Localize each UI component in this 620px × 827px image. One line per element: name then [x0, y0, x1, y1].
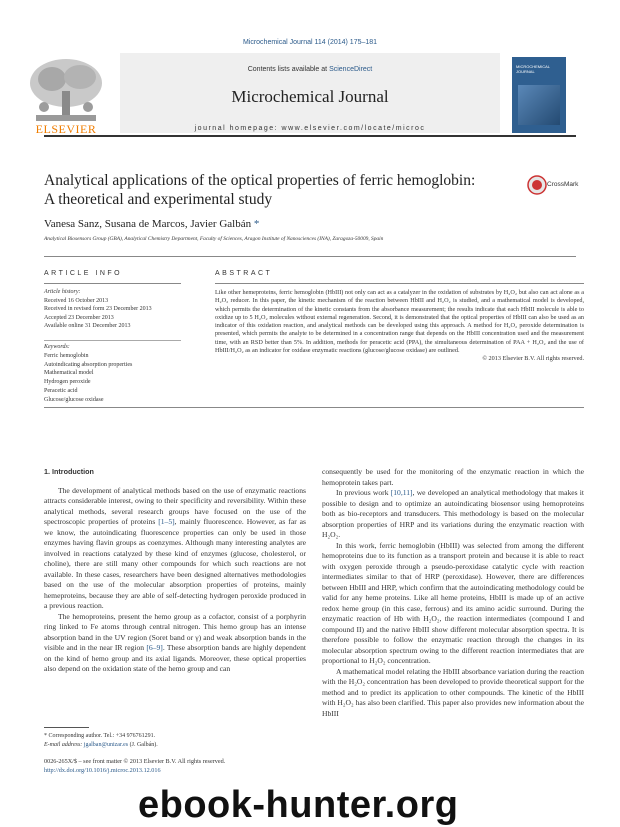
footnote [44, 732, 306, 749]
corresponding-author-mark[interactable]: * [253, 218, 260, 230]
article-title-line1: Analytical applications of the optical properties of ferric hemoglobin: [44, 172, 476, 189]
paragraph [322, 488, 584, 541]
affiliation: Analytical Biosensors Group (GBA), Analytical Chemistry Department, Faculty of Sciences, Aragon Institute of Nanosciences (INA), Zaragoza-50009, Spain [44, 236, 384, 242]
journal-cover-thumbnail [512, 57, 566, 133]
sciencedirect-link[interactable]: ScienceDirect [329, 66, 373, 73]
journal-citation[interactable]: Microchemical Journal 114 (2014) 175–181 [242, 39, 378, 46]
footnote-rule [44, 727, 89, 728]
history-heading: Article history: [44, 289, 81, 295]
paragraph [44, 486, 306, 612]
abstract-bottom-rule [44, 407, 584, 408]
paragraph-text: In previous work [336, 488, 391, 497]
cover-art [518, 85, 560, 125]
article-title [44, 171, 514, 209]
body-column-left [44, 467, 306, 675]
keyword-item: Glucose/glucose oxidase [44, 396, 104, 403]
history-item: Received 16 October 2013 [44, 297, 109, 304]
doi-link[interactable]: http://dx.doi.org/10.1016/j.microc.2013.12.016 [44, 766, 161, 774]
paragraph [44, 612, 306, 675]
contents-prefix: Contents lists available at [247, 66, 330, 73]
abstract-copyright: © 2013 Elsevier B.V. All rights reserved. [482, 355, 584, 363]
citation-link[interactable]: [1–5] [158, 517, 175, 526]
citation-link[interactable]: [6–9] [146, 643, 163, 652]
article-history [44, 288, 194, 331]
citation-link[interactable]: [10,11] [390, 488, 413, 497]
journal-homepage[interactable]: journal homepage: www.elsevier.com/locate/microc [194, 125, 426, 132]
paragraph: A mathematical model relating the HbIII absorbance variation during the reaction with the H₂O₂ concentration has been developed to provide theoretical support for the method and to predict its application to other compounds. The kinetic of the HbIII with H₂O₂ has also been clarified. This paper also provides new information about the HbIII [322, 666, 584, 718]
article-info-label: ARTICLE INFO [44, 270, 123, 277]
authors-names: Vanesa Sanz, Susana de Marcos, Javier Galbán [44, 218, 252, 230]
keywords-list [44, 343, 194, 405]
email-link[interactable]: jgalban@unizar.es [83, 741, 129, 748]
paragraph-text: , we developed an analytical methodology that makes it possible to design and to optimize an autoindicating biosensor using hemoproteins both as bio-receptors and transducers. This methodology is based on the molecular absorption properties of HRP and its variations during the enzymatic reaction with H₂O₂. [322, 488, 584, 539]
abstract-body [215, 289, 584, 364]
author-list [44, 218, 259, 230]
paragraph-text: , mainly fluorescence. However, as far as we know, the autoindicating fluorescence properties can only be used in those enzymes having flavin groups as coenzymes. Although many interesting analytes are involved in reactions catalyzed by these kind of enzymes (glucose, cholesterol, or choline), there are still many other compounds for which such reactions are not available. In these cases, researchers have been designed alternatives methodologies based on the use of the molecular absorption properties of proteins, mainly hemeproteins, because they are able of self-detecting hydrogen peroxide produced in a previous reaction. [44, 517, 306, 610]
email-suffix: (J. Galbán). [128, 741, 158, 748]
section-heading-introduction: 1. Introduction [44, 467, 94, 476]
keyword-item: Ferric hemoglobin [44, 352, 89, 359]
history-item: Accepted 23 December 2013 [44, 314, 114, 321]
keyword-item: Autoindicating absorption properties [44, 361, 133, 368]
keyword-item: Mathematical model [44, 370, 94, 377]
footnote-corresponding: * Corresponding author. Tel.: +34 976761291. [44, 733, 156, 739]
cover-title: MICROCHEMICAL JOURNAL [516, 64, 550, 74]
paragraph: In this work, ferric hemoglobin (HbIII) was selected from among the different hemoproteins due to its function as a transport protein and because it is able to react with oxygen peroxide through a pseudo-peroxidase catalytic cycle with reaction intermediates similar to that of HRP (peroxidase). However, there are differences between HbIII and HRP, which confirm that the autoindicating methodology could be valid for any heme proteins. Like all heme proteins, HbIII is made up of an active redox heme group (in this case, ferrous) and its amino acidic surround. During the enzymatic reaction of Hb with H₂O₂, the reaction intermediates (compound I and compound II) and the native HbIII show different molecular absorption spectra. It is therefore possible to follow the enzymatic reaction through the changes in its molecular absorption spectrum owing to the different reaction intermediates that are proportional to H₂O₂ concentration. [322, 540, 584, 665]
paragraph: consequently be used for the monitoring of the enzymatic reaction in which the hemoprotein takes part. [322, 467, 584, 487]
header-rule [44, 135, 576, 137]
keyword-item: Peracetic acid [44, 387, 78, 394]
abstract-text: Like other hemeproteins, ferric hemoglobin (HbIII) not only can act as a catalyzer in the oxidation of substrates by H₂O₂ but also can act alone as a H₂O₂ reducer. In this paper, the kinetic mechanism of the reaction between HbIII and H₂O₂ is studied, and a mathematical model is developed, which permits the determination of the kinetic constants from the absorbance measurement; the results indicate that each HbIII molecule is able to oxidize up to 5 H₂O₂ molecules without external regeneration. Second, it is demonstrated that the optical properties of HbIII can also be used as an indicator of this oxidation reaction, and analytical methods can be developed using this approach. A method for H₂O₂ peroxide determination is presented, which permits the analyte to be determined in a concentration range that depends on the HbIII concentration used and the measurement time, with an RSD better than 5%. In addition, methods for peracetic acid (PPA), the simultaneous determination of PAA + H₂O₂ and the use of HbIII/H₂O₂ as an indicator for oxidase enzymatic reactions (glucose/glucose oxidase) are outlined. [215, 289, 584, 355]
article-info-rule [44, 283, 181, 284]
article-title-line2: A theoretical and experimental study [44, 191, 273, 208]
abstract-rule [215, 283, 584, 284]
keyword-item: Hydrogen peroxide [44, 379, 91, 386]
issn-line: 0026-265X/$ – see front matter © 2013 Elsevier B.V. All rights reserved. [44, 758, 226, 765]
body-column-right [322, 467, 584, 719]
crossmark-label[interactable]: CrossMark [547, 181, 579, 188]
paragraph-text: . These absorption bands are highly dependent on the kind of hemo group and its axial ligands. Moreover, these optical properties also depend on the oxidation state of the hemo group and can [44, 643, 306, 673]
affiliation-rule [44, 256, 576, 257]
footnote-email-line [44, 741, 306, 750]
contents-line [120, 66, 500, 73]
history-item: Available online 31 December 2013 [44, 323, 131, 330]
history-item: Received in revised form 23 December 2013 [44, 306, 152, 313]
keywords-rule [44, 340, 181, 341]
abstract-label: ABSTRACT [215, 270, 273, 277]
paragraph-text: The development of analytical methods based on the use of enzymatic reactions attracts considerable interest, owing to their specificity and reversibility. Within these analytical methods, several research groups have focused on the use of the spectroscopic properties of proteins [44, 485, 306, 526]
journal-title: Microchemical Journal [231, 87, 389, 106]
elsevier-wordmark: ELSEVIER [35, 122, 97, 136]
keywords-heading: Keywords: [44, 344, 70, 350]
paragraph-text: The hemoproteins, present the hemo group as a cofactor, consist of a porphyrin ring linked to Fe atoms through central nitrogen. This hemo group has an intense absorption band in the UV region (Soret band or γ) and weak absorption bands in the visible and in the near IR region [44, 611, 306, 652]
watermark: ebook-hunter.org [138, 784, 459, 826]
front-matter-info [44, 758, 306, 775]
email-label: E-mail address: [44, 741, 84, 748]
